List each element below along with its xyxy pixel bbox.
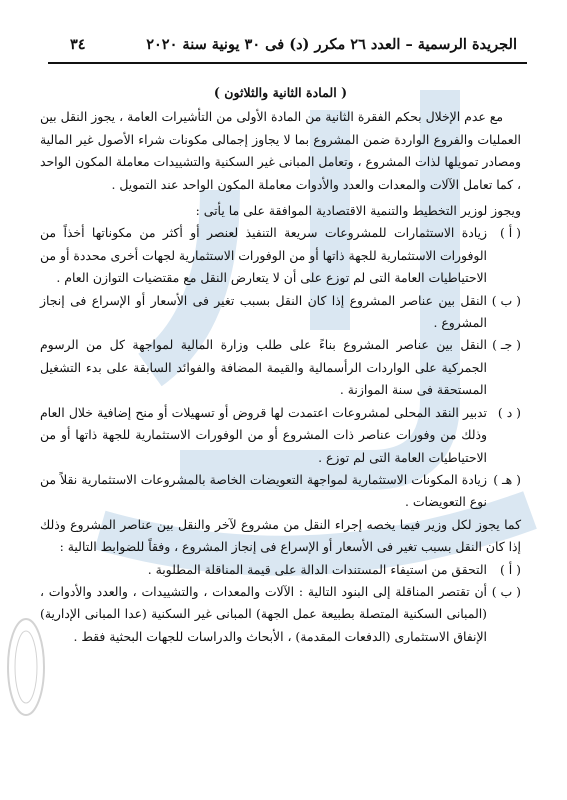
- header-title: الجريدة الرسمية – العدد ٢٦ مكرر (د) فى ٣٠ يونية سنة ٢٠٢٠: [146, 36, 517, 53]
- list-item: [40, 290, 521, 335]
- planning-minister-intro: ويجوز لوزير التخطيط والتنمية الاقتصادية الموافقة على ما يأتى :: [195, 203, 521, 219]
- other-minister-paragraph: كما يجوز لكل وزير فيما يخصه إجراء النقل من مشروع لآخر والنقل بين عناصر المشروع وذلك إذا كان النقل بسبب تغير فى الأسعار أو الإسراع فى إنجاز المشروع ، وفقاً للضوابط التالية :: [40, 516, 521, 555]
- item-marker: ( أ ): [500, 561, 521, 577]
- item-text: أن تقتصر المناقلة إلى البنود التالية : الآلات والمعدات ، والتشييدات ، والعدد والأدوات ، (المبانى السكنية المتصلة بطبيعة عمل الجهة) المبانى غير السكنية (عدا المبانى الإدارية) الإنفاق الاستثمارى (الدفعات المقدمة) ، الأبحاث والدراسات للجهات البحثية فقط .: [40, 583, 487, 644]
- list-item: [40, 559, 521, 581]
- list-item: [40, 581, 521, 648]
- intro-paragraph: مع عدم الإخلال بحكم الفقرة الثانية من المادة الأولى من التأشيرات العامة ، يجوز النقل بين العمليات والفروع الواردة ضمن المشروع بما لا يجاوز إجمالى مكونات شراء الأصول غير المالية ومصادر تمويلها لذات المشروع ، وتعامل المبانى غير السكنية والتشييدات معاملة المكون الواحد ، كما تعامل الآلات والمعدات والعدد والأدوات معاملة المكون الواحد عند التمويل .: [40, 109, 521, 192]
- list-item: [40, 222, 521, 289]
- article-body: [40, 82, 521, 648]
- item-text: النقل بين عناصر المشروع إذا كان النقل بسبب تغير فى الأسعار أو الإسراع فى إنجاز المشروع .: [40, 292, 487, 331]
- item-marker: ( ب ): [491, 583, 521, 599]
- seal-stamp: [4, 612, 48, 722]
- item-marker: ( د ): [497, 404, 521, 420]
- list-item: [40, 402, 521, 469]
- item-marker: ( جـ ): [492, 337, 521, 353]
- article-title: ( المادة الثانية والثلاثون ): [213, 85, 348, 100]
- item-marker: ( هـ ): [493, 471, 521, 487]
- item-text: تدبير النقد المحلى لمشروعات اعتمدت لها قروض أو تسهيلات أو منح إضافية خلال العام وذلك من وفورات عناصر ذات المشروع أو من الوفورات الاستثمارية للجهة ذاتها أو من الاحتياطيات العامة التى لم توزع .: [40, 404, 487, 465]
- list-item: [40, 334, 521, 401]
- item-text: زيادة الاستثمارات للمشروعات سريعة التنفيذ لعنصر أو أكثر من مكوناتها أخذاً من الوفورات الاستثمارية للجهة ذاتها أو من الوفورات الاستثمارية لجهات أخرى محددة أو من الاحتياطيات العامة التى لم توزع على أن لا يتعارض النقل مع مقتضيات التوازن العام .: [40, 225, 487, 286]
- page-number: ٣٤: [70, 36, 86, 53]
- item-marker: ( ب ): [491, 292, 521, 308]
- item-text: التحقق من استيفاء المستندات الدالة على قيمة المناقلة المطلوبة .: [147, 561, 487, 577]
- item-marker: ( أ ): [500, 225, 521, 241]
- item-text: زيادة المكونات الاستثمارية لمواجهة التعويضات الخاصة بالمشروعات الاستثمارية نقلاً من نوع التعويضات .: [40, 471, 487, 510]
- page-header: [70, 36, 517, 53]
- item-text: النقل بين عناصر المشروع بناءً على طلب وزارة المالية لمواجهة كل من الرسوم الجمركية على الواردات الرأسمالية والقيمة المضافة والفوائد السابقة على بدء التشغيل المستحقة فى سنة الموازنة .: [40, 337, 487, 398]
- list-item: [40, 469, 521, 514]
- header-divider: [48, 62, 527, 64]
